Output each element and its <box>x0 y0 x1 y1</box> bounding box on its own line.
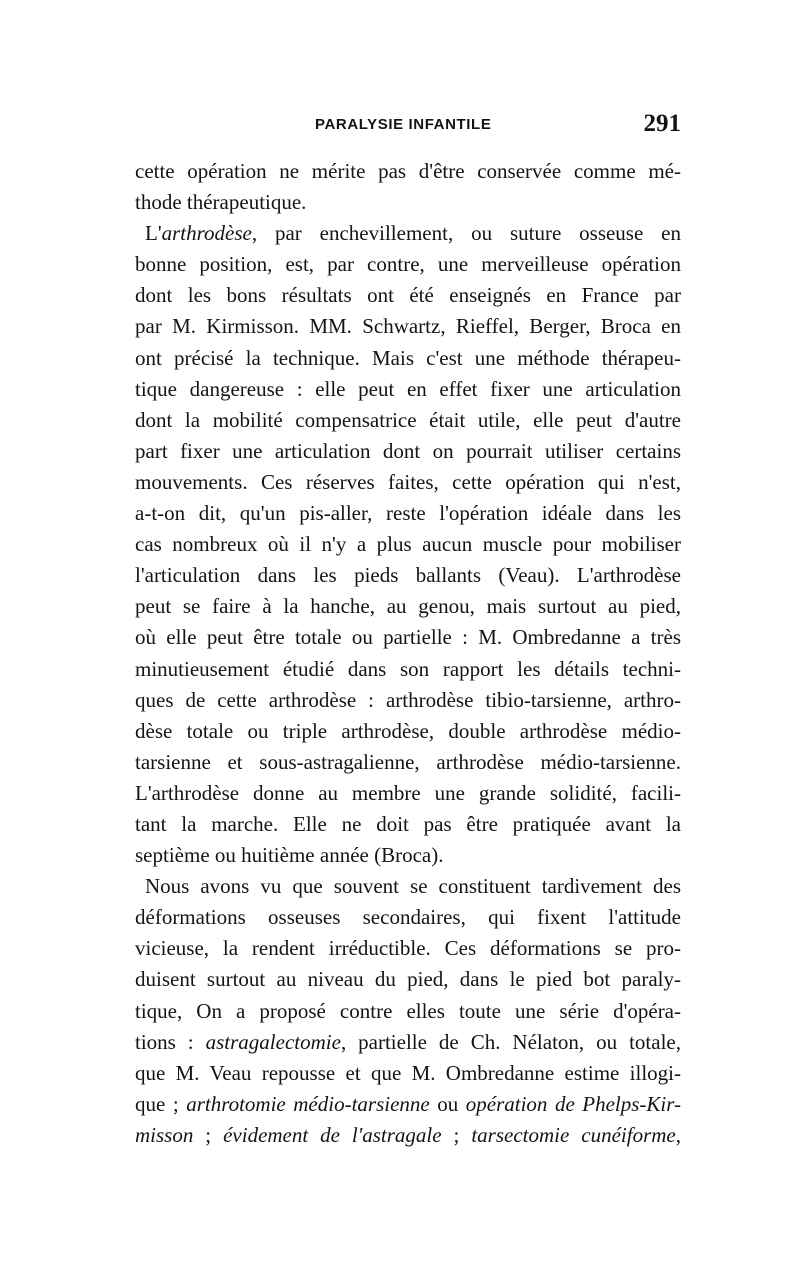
text-segment: ; <box>193 1122 224 1147</box>
running-title: PARALYSIE INFANTILE <box>315 116 492 133</box>
text-line: où elle peut être totale ou partielle : M. Ombredanne a très <box>135 625 681 650</box>
text-line: minutieusement étudié dans son rapport les détails techni- <box>135 656 681 681</box>
text-line: mouvements. Ces réserves faites, cette opération qui n'est, <box>135 469 681 494</box>
text-line: peut se faire à la hanche, au genou, mais surtout au pied, <box>135 594 681 619</box>
text-segment: ; <box>441 1122 472 1147</box>
text-line: vicieuse, la rendent irréductible. Ces déformations se pro- <box>135 936 681 961</box>
text-line: a-t-on dit, qu'un pis-aller, reste l'opération idéale dans les <box>135 501 681 526</box>
text-line: septième ou huitième année (Broca). <box>135 843 444 868</box>
text-segment: , par enchevillement, ou suture osseuse en <box>251 221 681 246</box>
text-segment: , <box>675 1122 681 1147</box>
text-line: tique dangereuse : elle peut en effet fixer une articulation <box>135 376 681 401</box>
text-segment: L' <box>145 221 162 246</box>
text-line: ont précisé la technique. Mais c'est une méthode thérapeu- <box>135 345 681 370</box>
text-line <box>135 1089 681 1120</box>
text-segment: ou <box>429 1091 466 1116</box>
text-line: thode thérapeutique. <box>135 190 307 215</box>
text-line: par M. Kirmisson. MM. Schwartz, Rieffel, Berger, Broca en <box>135 314 681 339</box>
text-line <box>135 1120 681 1151</box>
text-line: bonne position, est, par contre, une merveilleuse opération <box>135 252 681 277</box>
text-line: cette opération ne mérite pas d'être conservée comme mé- <box>135 159 681 183</box>
text-line: que M. Veau repousse et que M. Ombredanne estime illogi- <box>135 1060 681 1085</box>
text-line: tant la marche. Elle ne doit pas être pratiquée avant la <box>135 811 681 836</box>
text-line: tarsienne et sous-astragalienne, arthrodèse médio-tarsienne. <box>135 749 681 774</box>
text-segment: , partielle de Ch. Nélaton, ou totale, <box>340 1029 681 1054</box>
italic-term: astragalectomie <box>205 1029 341 1054</box>
text-segment: que ; <box>135 1091 187 1116</box>
body-text <box>135 156 681 1151</box>
running-head <box>135 110 681 144</box>
text-line: L'arthrodèse donne au membre une grande solidité, facili- <box>135 780 681 805</box>
text-line: cas nombreux où il n'y a plus aucun muscle pour mobiliser <box>135 532 681 557</box>
text-line: dont la mobilité compensatrice était utile, elle peut d'autre <box>135 407 681 432</box>
text-segment: tions : <box>135 1029 206 1054</box>
italic-term: misson <box>135 1122 194 1147</box>
text-line: Nous avons vu que souvent se constituent tardivement des <box>145 874 681 899</box>
italic-term: arthrotomie médio-tarsienne <box>186 1091 430 1116</box>
italic-term: opération de Phelps-Kir- <box>465 1091 681 1116</box>
text-line: déformations osseuses secondaires, qui fixent l'attitude <box>135 905 681 930</box>
text-line: tique, On a proposé contre elles toute une série d'opéra- <box>135 998 681 1023</box>
text-line: part fixer une articulation dont on pourrait utiliser certains <box>135 438 681 463</box>
text-line <box>135 218 681 249</box>
text-line: l'articulation dans les pieds ballants (Veau). L'arthrodèse <box>135 563 681 588</box>
text-line: dont les bons résultats ont été enseignés en France par <box>135 283 681 308</box>
text-line: dèse totale ou triple arthrodèse, double arthrodèse médio- <box>135 718 681 743</box>
text-line: duisent surtout au niveau du pied, dans le pied bot paraly- <box>135 967 681 992</box>
text-line <box>135 1027 681 1058</box>
italic-term: évidement de l'astragale <box>223 1122 442 1147</box>
italic-term: tarsectomie cunéiforme <box>471 1122 676 1147</box>
italic-term: arthrodèse <box>161 221 252 246</box>
page-number: 291 <box>643 110 681 137</box>
text-line: ques de cette arthrodèse : arthrodèse tibio-tarsienne, arthro- <box>135 687 681 712</box>
